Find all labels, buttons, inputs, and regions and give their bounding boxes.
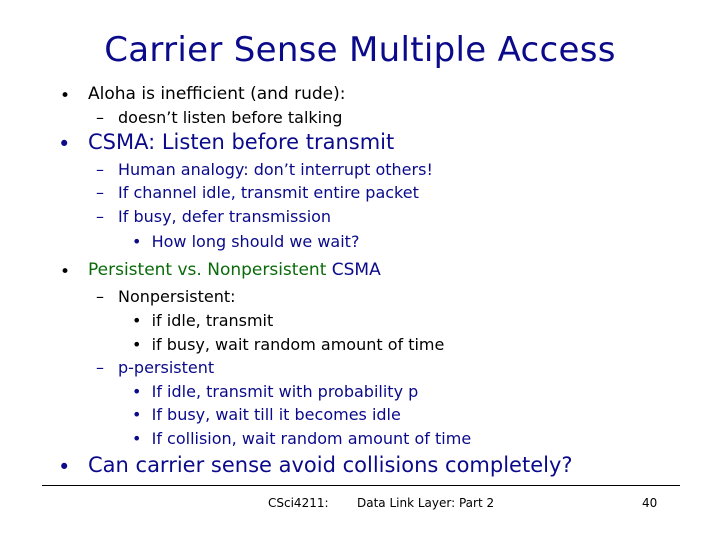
- bullet-marker: •: [60, 86, 71, 106]
- bullet-3-sub-2-sub-2: [132, 405, 401, 424]
- bullet-marker: •: [132, 405, 142, 424]
- bullet-2-sub-3-text: If busy, defer transmission: [118, 207, 332, 226]
- bullet-3-sub-1-sub-2-text: if busy, wait random amount of time: [151, 335, 445, 354]
- bullet-2-sub-3: [96, 207, 331, 226]
- bullet-4: Can carrier sense avoid collisions completely?: [88, 453, 573, 477]
- bullet-marker: •: [58, 455, 71, 479]
- bullet-1-sub-1-text: doesn’t listen before talking: [118, 108, 343, 127]
- bullet-2-sub-1-text: Human analogy: don’t interrupt others!: [118, 160, 433, 179]
- dash-marker: –: [96, 358, 104, 377]
- dash-marker: –: [96, 207, 104, 226]
- bullet-3-sub-2-sub-1: [132, 382, 418, 401]
- dash-marker: –: [96, 183, 104, 202]
- bullet-3-highlight: Persistent vs. Nonpersistent: [88, 260, 327, 280]
- slide-title: Carrier Sense Multiple Access: [104, 30, 616, 70]
- bullet-3-sub-1-sub-1-text: if idle, transmit: [151, 311, 274, 330]
- bullet-2-sub-1: [96, 160, 433, 179]
- bullet-3-sub-2-sub-3: [132, 429, 471, 448]
- bullet-marker: •: [132, 429, 142, 448]
- bullet-3-sub-2-sub-2-text: If busy, wait till it becomes idle: [151, 405, 401, 424]
- bullet-3-rest: CSMA: [326, 260, 381, 280]
- bullet-2-sub-3-sub-1: [132, 232, 359, 251]
- bullet-3-sub-2-sub-3-text: If collision, wait random amount of time: [151, 429, 472, 448]
- bullet-3: [88, 260, 381, 280]
- dash-marker: –: [96, 160, 104, 179]
- bullet-3-sub-2-text: p-persistent: [118, 358, 215, 377]
- bullet-3-sub-1-sub-1: [132, 311, 273, 330]
- bullet-marker: •: [60, 262, 71, 282]
- bullet-3-sub-1: [96, 287, 236, 306]
- bullet-2: CSMA: Listen before transmit: [88, 130, 395, 154]
- footer-topic: Data Link Layer: Part 2: [357, 496, 495, 510]
- bullet-3-sub-2: [96, 358, 214, 377]
- dash-marker: –: [96, 108, 104, 127]
- bullet-marker: •: [132, 335, 142, 354]
- bullet-3-sub-2-sub-1-text: If idle, transmit with probability p: [151, 382, 419, 401]
- bullet-marker: •: [58, 132, 71, 156]
- bullet-marker: •: [132, 232, 142, 251]
- bullet-2-sub-2-text: If channel idle, transmit entire packet: [118, 183, 419, 202]
- bullet-2-sub-3-sub-1-text: How long should we wait?: [151, 232, 360, 251]
- footer-divider: [42, 485, 680, 486]
- footer-course: CSci4211:: [268, 496, 329, 510]
- bullet-marker: •: [132, 382, 142, 401]
- footer-page-number: 40: [642, 496, 658, 510]
- bullet-3-sub-1-sub-2: [132, 335, 444, 354]
- bullet-3-sub-1-text: Nonpersistent:: [118, 287, 236, 306]
- bullet-1: Aloha is inefficient (and rude):: [88, 84, 346, 104]
- bullet-2-sub-2: [96, 183, 419, 202]
- bullet-1-sub-1: [96, 108, 342, 127]
- dash-marker: –: [96, 287, 104, 306]
- bullet-marker: •: [132, 311, 142, 330]
